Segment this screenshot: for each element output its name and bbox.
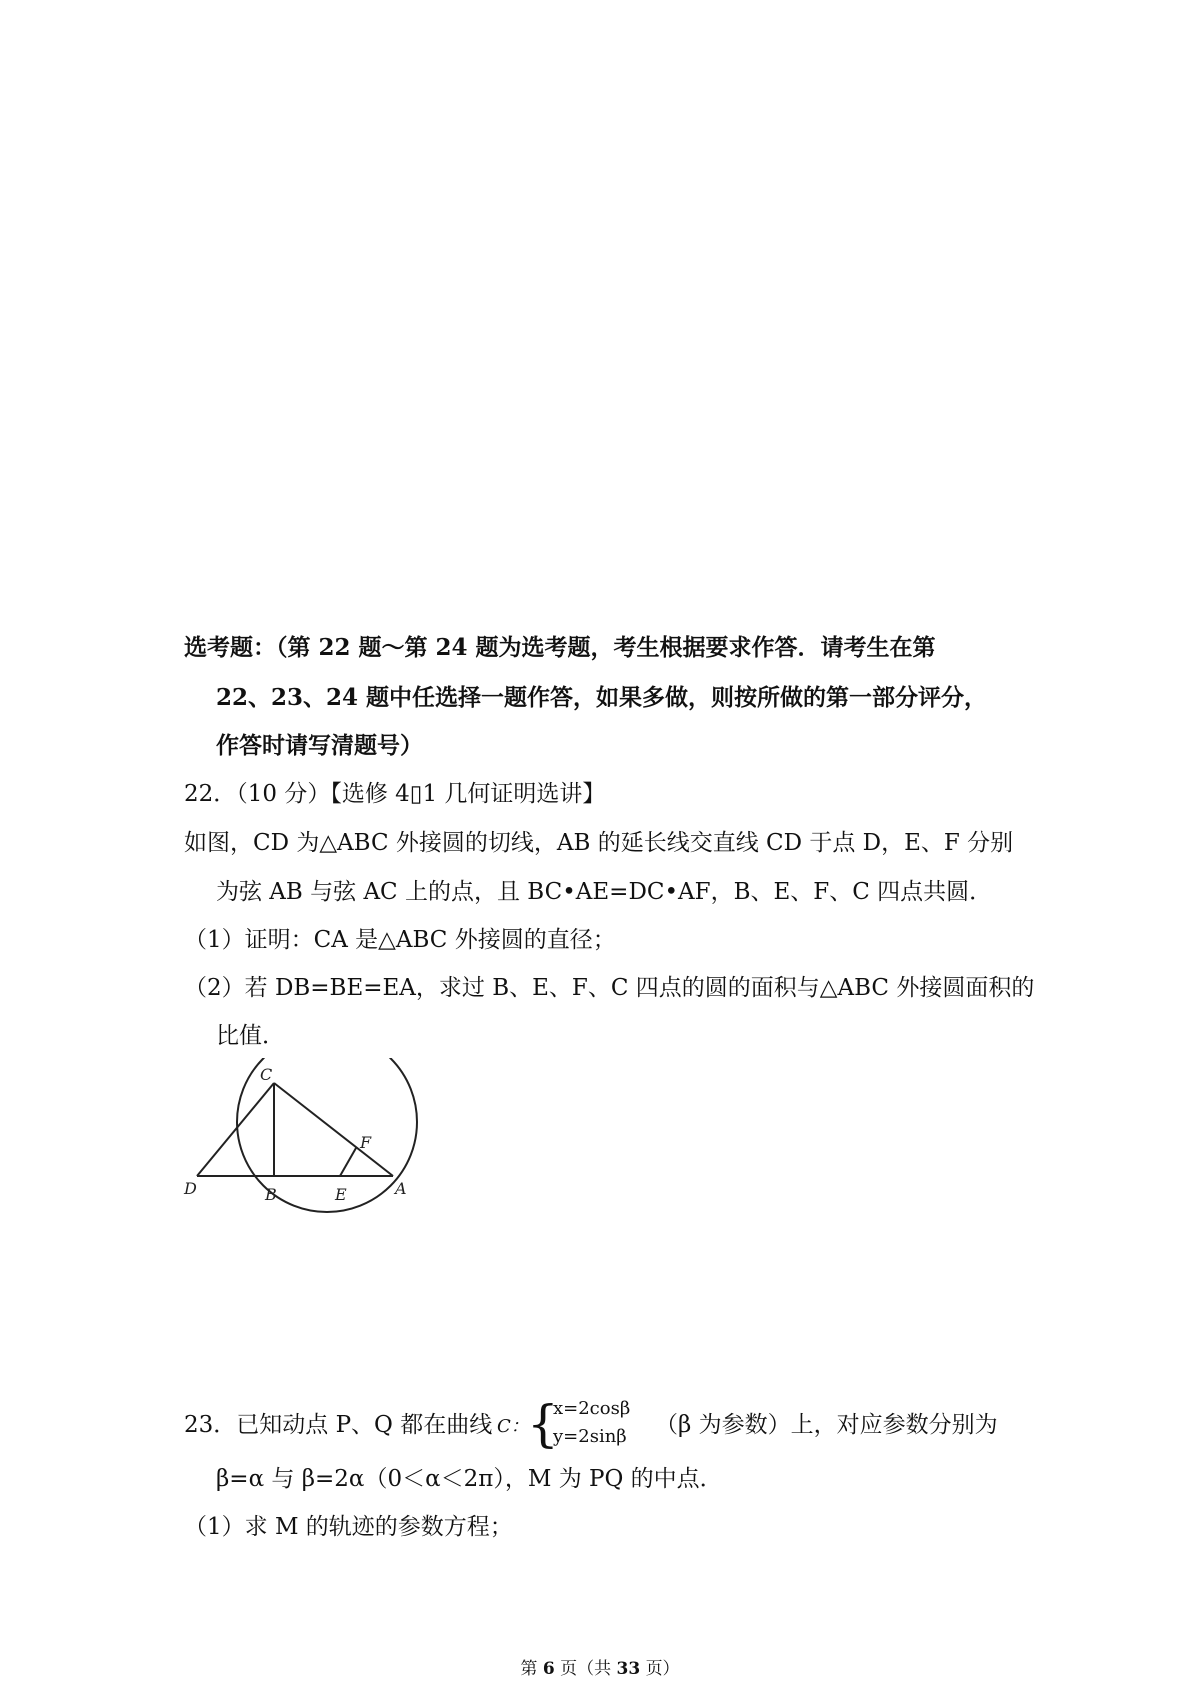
footer-middle: 页（共 (560, 1659, 612, 1679)
footer-page-number: 6 (542, 1659, 555, 1679)
instructions-line-1: 选考题：（第 22 题～第 24 题为选考题，考生根据要求作答．请考生在第 (184, 634, 936, 661)
q22-part-2-line-2: 比值． (216, 1023, 285, 1049)
instructions-line-3: 作答时请写清题号） (216, 732, 423, 759)
q23-line-1-suffix: （β 为参数）上，对应参数分别为 (655, 1412, 998, 1438)
curve-equation-x: x=2cosβ (553, 1398, 631, 1419)
q22-part-2-line-1: （2）若 DB=BE=EA，求过 B、E、F、C 四点的圆的面积与△ABC 外接圆面积的 (184, 975, 1035, 1001)
label-e: E (335, 1185, 347, 1204)
label-b: B (265, 1185, 277, 1204)
tangent-line-cd (197, 1083, 274, 1176)
q22-stem-line-2: 为弦 AB 与弦 AC 上的点，且 BC•AE=DC•AF，B、E、F、C 四点共圆． (216, 879, 993, 905)
instructions-line-2: 22、23、24 题中任选择一题作答，如果多做，则按所做的第一部分评分， (216, 684, 988, 711)
left-brace-icon: { (527, 1395, 559, 1453)
footer-suffix: 页） (645, 1659, 680, 1679)
label-a: A (395, 1179, 407, 1198)
label-c: C (260, 1065, 273, 1084)
curve-equation-y: y=2sinβ (553, 1426, 627, 1447)
segment-ef (340, 1148, 356, 1176)
q22-stem-line-1: 如图，CD 为△ABC 外接圆的切线，AB 的延长线交直线 CD 于点 D，E、F 分别 (184, 830, 1014, 856)
footer-prefix: 第 (520, 1659, 538, 1679)
label-f: F (360, 1133, 372, 1152)
chord-ca (274, 1083, 393, 1176)
curve-name: C： (497, 1416, 529, 1437)
q23-part-1: （1）求 M 的轨迹的参数方程； (184, 1514, 513, 1540)
footer-total-pages: 33 (616, 1659, 641, 1679)
q23-line-2: β=α 与 β=2α（0＜α＜2π），M 为 PQ 的中点． (216, 1466, 723, 1492)
page-footer (0, 1654, 1200, 1679)
q23-line-1-prefix: 23．已知动点 P、Q 都在曲线 (184, 1412, 493, 1438)
label-d: D (184, 1179, 197, 1198)
q22-part-1: （1）证明：CA 是△ABC 外接圆的直径； (184, 927, 616, 953)
geometry-figure (182, 1058, 422, 1213)
q22-header: 22．（10 分）【选修 4▯1 几何证明选讲】 (184, 781, 606, 807)
